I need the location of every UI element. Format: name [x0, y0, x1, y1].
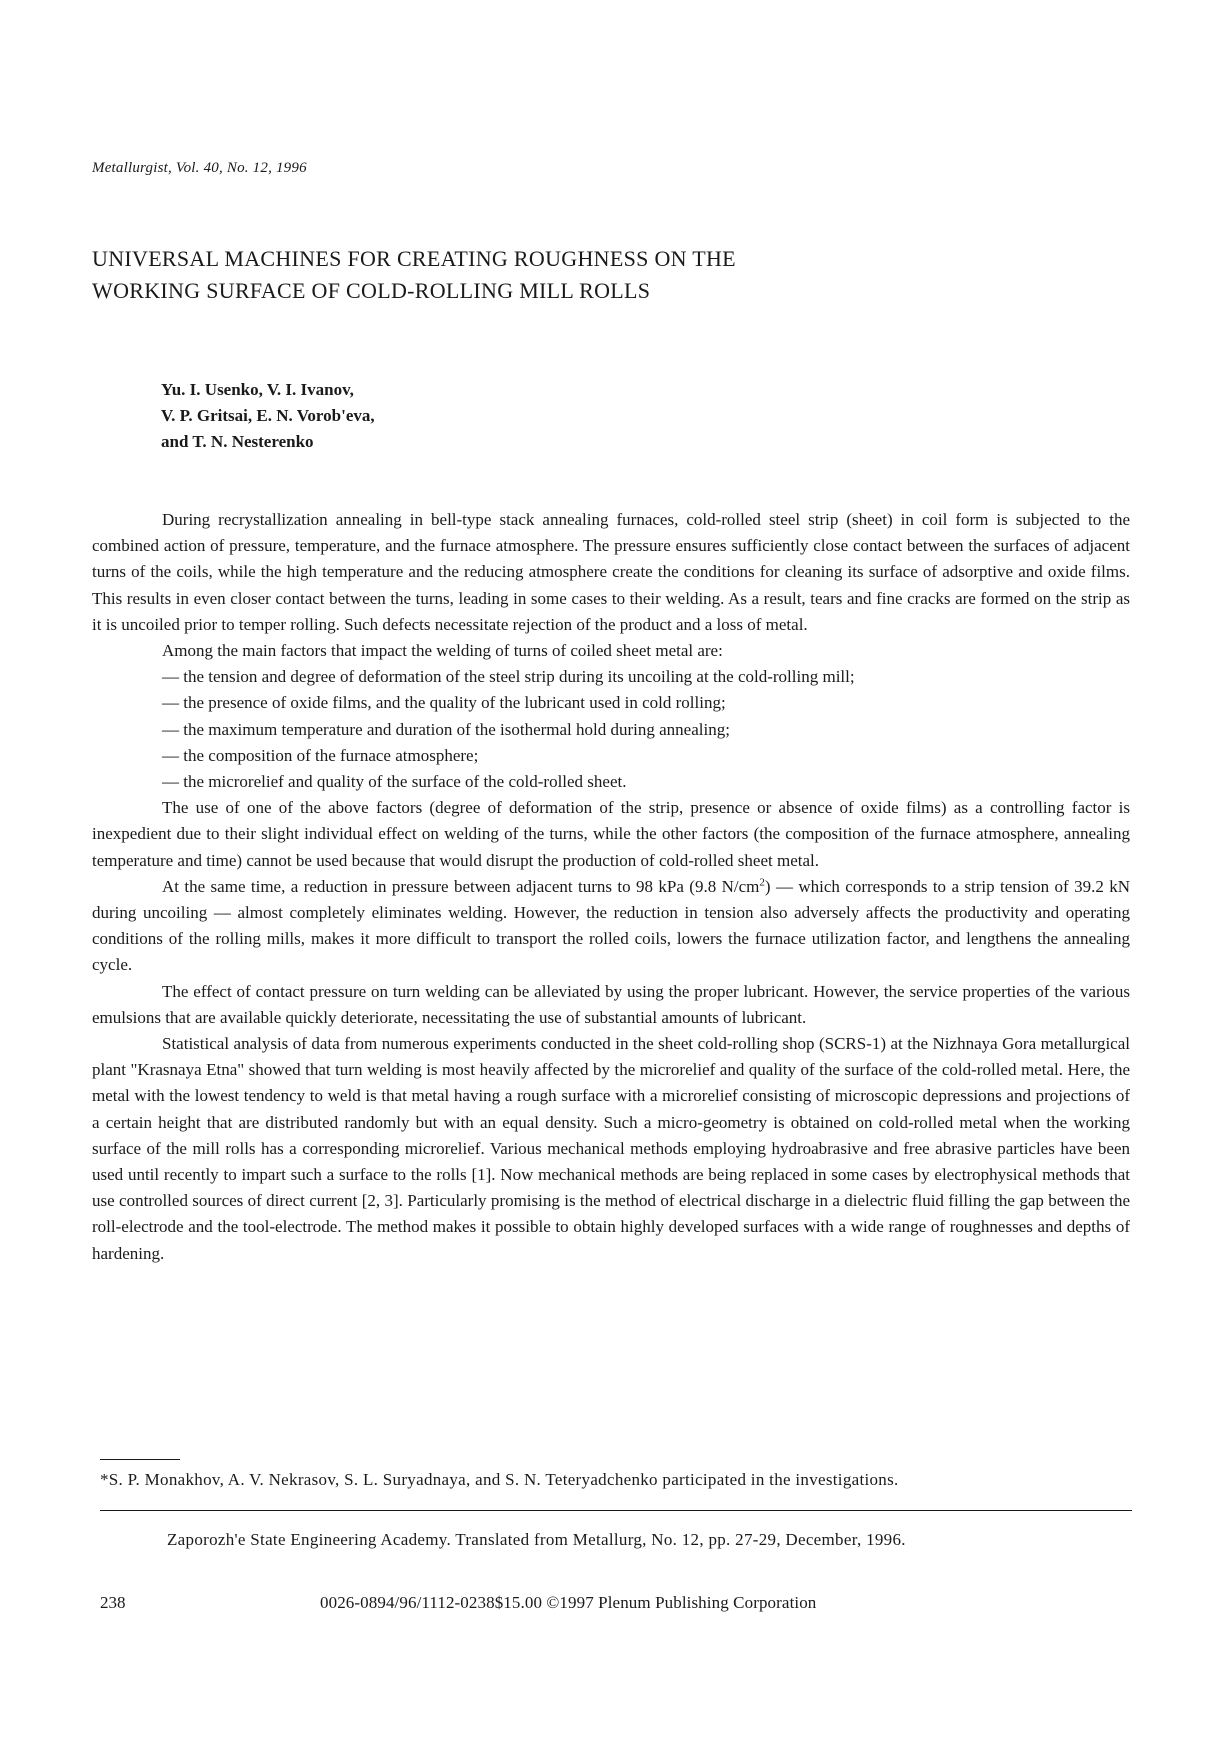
page-number: 238: [100, 1593, 126, 1612]
factor-list-item-5: — the microrelief and quality of the surface of the cold-rolled sheet.: [162, 772, 627, 792]
factor-list-item-1: — the tension and degree of deformation of the steel strip during its uncoiling at the cold-rolling mill;: [162, 667, 855, 687]
paragraph-6: Statistical analysis of data from numerous experiments conducted in the sheet cold-rolling shop (SCRS-1) at the Nizhnaya Gora metallurgical plant "Krasnaya Etna" showed that turn welding is most heavily affected by the microrelief and quality of the surface of the cold-rolled metal. Here, the metal with the lowest tendency to weld is that metal having a rough surface with a microrelief consisting of microscopic depressions and projections of a certain height that are distributed randomly but with an equal density. Such a micro-geometry is obtained on cold-rolled metal when the working surface of the mill rolls has a corresponding microrelief. Various mechanical methods employing hydroabrasive and free abrasive particles have been used until recently to impart such a surface to the rolls [1]. Now mechanical methods are being replaced in some cases by electrophysical methods that use controlled sources of direct current [2, 3]. Particularly promising is the method of electrical discharge in a dielectric fluid filling the gap between the roll-electrode and the tool-electrode. The method makes it possible to obtain highly developed surfaces with a wide range of roughnesses and depths of hardening.: [92, 1034, 1130, 1263]
journal-citation: Metallurgist, Vol. 40, No. 12, 1996: [92, 160, 307, 176]
paragraph-4-part-a: At the same time, a reduction in pressure between adjacent turns to 98 kPa (9.8 N/cm: [162, 876, 760, 896]
paragraph-3: The use of one of the above factors (degree of deformation of the strip, presence or absence of oxide films) as a controlling factor is inexpedient due to their slight individual effect on welding of the turns, while the other factors (the composition of the furnace atmosphere, annealing temperature and time) cannot be used because that would disrupt the production of cold-rolled sheet metal.: [92, 798, 1130, 870]
affiliation-note: Zaporozh'e State Engineering Academy. Translated from Metallurg, No. 12, pp. 27-29, December, 1996.: [167, 1530, 906, 1549]
author-line-3: and T. N. Nesterenko: [161, 432, 314, 451]
author-line-1: Yu. I. Usenko, V. I. Ivanov,: [161, 380, 354, 399]
author-line-2: V. P. Gritsai, E. N. Vorob'eva,: [161, 406, 375, 425]
author-list: [161, 377, 375, 455]
copyright-line: 0026-0894/96/1112-0238$15.00 ©1997 Plenum Publishing Corporation: [320, 1593, 817, 1612]
article-title: [92, 243, 992, 307]
paragraph-4: [92, 874, 1130, 979]
article-title-line-1: UNIVERSAL MACHINES FOR CREATING ROUGHNESS ON THE: [92, 246, 736, 271]
footnote-divider: [100, 1459, 180, 1460]
article-title-line-2: WORKING SURFACE OF COLD-ROLLING MILL ROLLS: [92, 278, 651, 303]
factor-list-item-2: — the presence of oxide films, and the quality of the lubricant used in cold rolling;: [162, 693, 726, 713]
factor-list-item-3: — the maximum temperature and duration of the isothermal hold during annealing;: [162, 719, 730, 739]
paragraph-2: Among the main factors that impact the welding of turns of coiled sheet metal are:: [162, 641, 723, 661]
footnote: *S. P. Monakhov, A. V. Nekrasov, S. L. Suryadnaya, and S. N. Teteryadchenko participated in the investigations.: [100, 1470, 899, 1489]
article-body: [92, 507, 1130, 1267]
footer-divider: [100, 1510, 1132, 1511]
paragraph-1: During recrystallization annealing in bell-type stack annealing furnaces, cold-rolled steel strip (sheet) in coil form is subjected to the combined action of pressure, temperature, and the furnace atmosphere. The pressure ensures sufficiently close contact between the surfaces of adjacent turns of the coils, while the high temperature and the reducing atmosphere create the conditions for cleaning its surface of adsorptive and oxide films. This results in even closer contact between the turns, leading in some cases to their welding. As a result, tears and fine cracks are formed on the strip as it is uncoiled prior to temper rolling. Such defects necessitate rejection of the product and a loss of metal.: [92, 510, 1130, 634]
factor-list-item-4: — the composition of the furnace atmosphere;: [162, 745, 479, 765]
superscript-2: 2: [759, 876, 765, 889]
paragraph-5: The effect of contact pressure on turn welding can be alleviated by using the proper lubricant. However, the service properties of the various emulsions that are available quickly deteriorate, necessitating the use of substantial amounts of lubricant.: [92, 981, 1130, 1027]
paragraph-4-part-b: ) — which corresponds to a strip tension of 39.2 kN during uncoiling — almost completely eliminates welding. However, the reduction in tension also adversely affects the productivity and operating conditions of the rolling mills, makes it more difficult to transport the rolled coils, lowers the furnace utilization factor, and lengthens the annealing cycle.: [92, 876, 1130, 975]
